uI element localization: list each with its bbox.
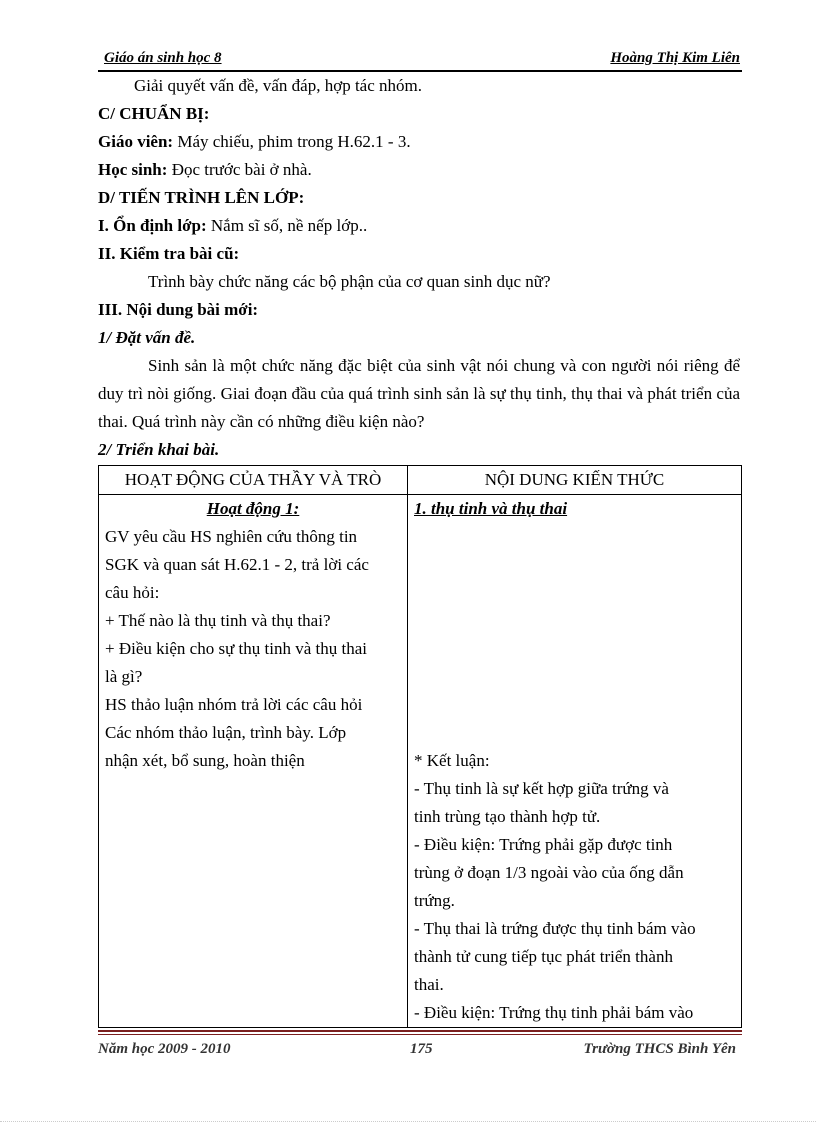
content-line: - Thụ tinh là sự kết hợp giữa trứng và [414,779,669,798]
blank-line [414,579,735,607]
teacher-line [98,128,411,156]
col-content-header: NỘI DUNG KIẾN THỨC [408,466,742,495]
footer-rule [98,1030,742,1032]
content-cell [408,495,742,1028]
activity-line: + Điều kiện cho sự thụ tinh và thụ thai [105,639,367,658]
step1-text: Nắm sĩ số, nề nếp lớp.. [206,216,368,235]
activity-title: Hoạt động 1: [206,499,300,518]
activity-line: GV yêu cầu HS nghiên cứu thông tin [105,527,358,546]
student-label: Học sinh: [98,160,168,179]
step3-label: III. Nội dung bài mới: [98,300,259,319]
footer-year: Năm học 2009 - 2010 [98,1041,231,1057]
footer-page-number: 175 [410,1041,433,1057]
step1-line [98,212,367,240]
header-author: Hoàng Thị Kim Liên [610,50,740,66]
blank-line [414,607,735,635]
footer-school: Trường THCS Bình Yên [583,1041,736,1057]
blank-line [414,719,735,747]
content-line: - Điều kiện: Trứng phải gặp được tinh [414,835,673,854]
teacher-label: Giáo viên: [98,132,174,151]
activity-line: + Thế nào là thụ tinh và thụ thai? [105,611,331,630]
content-line: - Điều kiện: Trứng thụ tinh phải bám vào [414,1003,694,1022]
content-line: thai. [414,975,444,994]
content-line: trứng. [414,891,455,910]
teacher-text: Máy chiếu, phim trong H.62.1 - 3. [173,132,411,151]
intro-text: Sinh sản là một chức năng đặc biệt của sinh vật nói chung và con người nói riêng để duy trì nòi giống. Giai đoạn đầu của quá trình sinh sản là sự thụ tinh, thụ thai và phát triển của thai. Quá trình này cần có những điều kiện nào? [98,356,740,431]
bottom-dotted-line [0,1121,816,1122]
step2-label: II. Kiểm tra bài cũ: [98,244,240,263]
table-header-row [99,466,742,495]
student-text: Đọc trước bài ở nhà. [167,160,312,179]
footer-rule-thin [98,1034,742,1035]
sub1-heading: 1/ Đặt vấn đề. [98,328,196,347]
step2-question: Trình bày chức năng các bộ phận của cơ quan sinh dục nữ? [148,272,551,291]
blank-line [414,523,735,551]
header-subject: Giáo án sinh học 8 [104,50,222,66]
lesson-table [98,465,742,1028]
page-header [104,50,740,70]
process-heading: D/ TIẾN TRÌNH LÊN LỚP: [98,188,305,207]
activity-line: HS thảo luận nhóm trả lời các câu hỏi [105,695,363,714]
method-line: Giải quyết vấn đề, vấn đáp, hợp tác nhóm. [134,76,422,95]
sub2-heading: 2/ Triển khai bài. [98,440,220,459]
activity-line: câu hỏi: [105,583,160,602]
col-activity-header: HOẠT ĐỘNG CỦA THẦY VÀ TRÒ [99,466,408,495]
content-title: 1. thụ tinh và thụ thai [414,499,568,518]
intro-paragraph [98,352,740,436]
activity-line: nhận xét, bổ sung, hoàn thiện [105,751,305,770]
step1-label: I. Ổn định lớp: [98,216,207,235]
prep-heading: C/ CHUẨN BỊ: [98,104,210,123]
blank-line [414,635,735,663]
blank-line [414,691,735,719]
content-line: - Thụ thai là trứng được thụ tinh bám vào [414,919,696,938]
content-line: thành tử cung tiếp tục phát triển thành [414,947,673,966]
blank-line [414,663,735,691]
table-row [99,495,742,1028]
blank-line [414,551,735,579]
content-line: trùng ở đoạn 1/3 ngoài vào của ống dẫn [414,863,684,882]
activity-cell [99,495,408,1028]
student-line [98,156,312,184]
activity-line: là gì? [105,667,143,686]
content-line: * Kết luận: [414,751,490,770]
content-line: tinh trùng tạo thành hợp tử. [414,807,601,826]
activity-line: Các nhóm thảo luận, trình bày. Lớp [105,723,347,742]
activity-line: SGK và quan sát H.62.1 - 2, trả lời các [105,555,369,574]
